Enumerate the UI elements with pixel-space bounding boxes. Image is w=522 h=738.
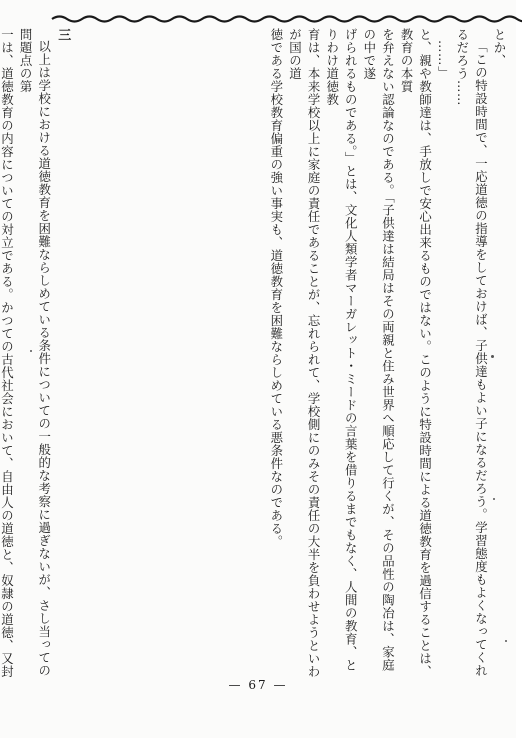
text-line: と、親や教師達は、手放しで安心出来るものではない。このように特設時間による道徳教育を過信することは、教育の本質 [399,28,433,678]
text-line: げられるものである。」とは、文化人類学者マーガレット・ミードの言葉を借りるまでもなく、人間の教育、とりわけ道徳教 [324,28,359,672]
text-line: 以上は学校における道徳教育を困難ならしめている条件についての一般的な考察に過ぎないが、さし当っての問題点の第 [18,28,52,678]
page-number: — 67 — [228,678,288,692]
text-line: とか、 [492,28,507,67]
section-heading: 三 [55,28,71,42]
scan-speck [493,498,495,500]
text-line: ……」 [436,40,452,80]
text-line: 徳である学校教育偏重の強い事実も、道徳教育を困難ならしめている悪条件なのである。 [268,28,284,548]
text-line: 「この特設時間で、一応道徳の指導をしておけば、子供達もよい子になるだろう。学習態度もよくなってくれるだろう…… [454,28,489,678]
vertical-text-body [0,28,508,684]
text-line: 育は、本来学校以上に家庭の責任であることが、忘れられて、学校側にのみその責任の大半を負わせようといわが国の道 [287,28,322,678]
wavy-top-rule [52,14,522,24]
scan-speck [491,355,494,358]
scan-speck [30,350,32,352]
text-line: を弁えない認論なのである。「子供達は結局はその両親と住み世界へ順応して行くが、その品性の陶冶は、家庭の中で遂 [361,28,396,672]
scan-speck [505,640,507,642]
text-line: 一は、道徳教育の内容についての対立である。かつての古代社会において、自由人の道徳と、奴隷の道徳、又封 [0,28,15,678]
